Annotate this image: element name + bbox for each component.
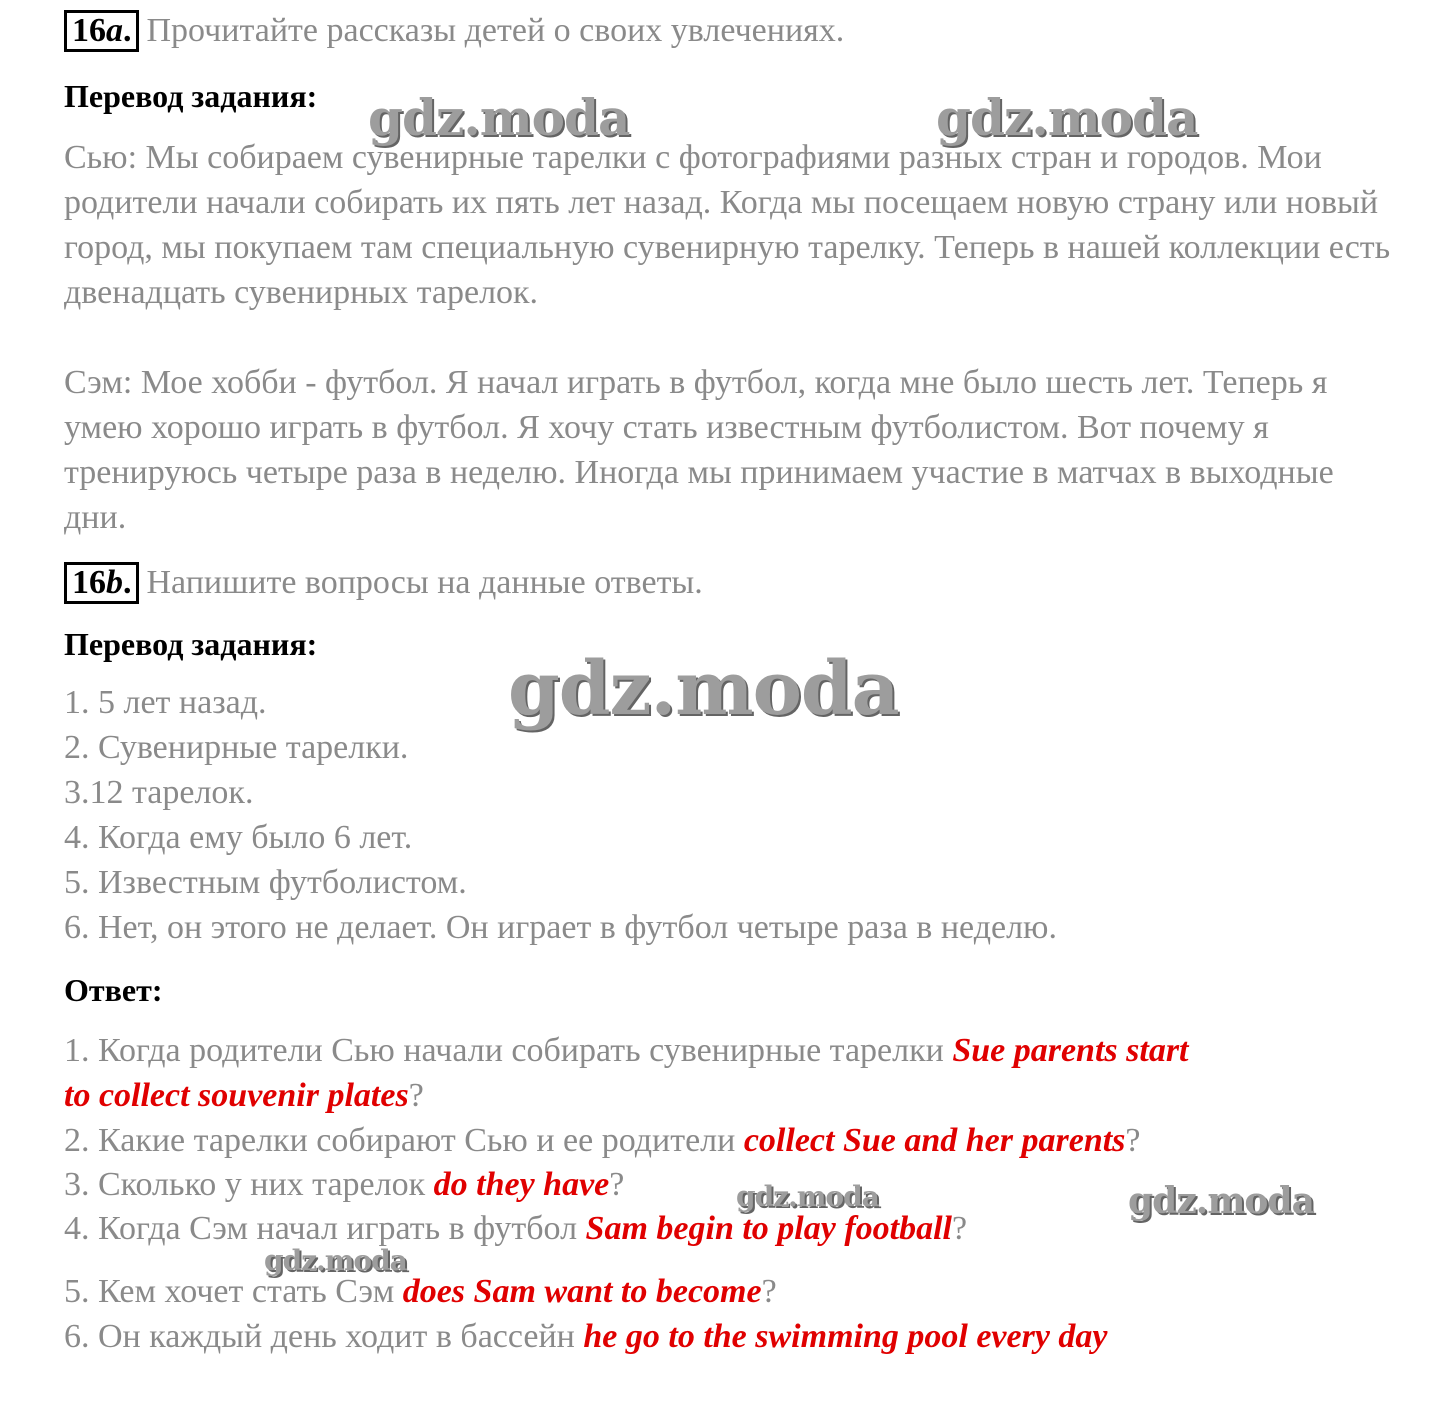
question-en-answer: he go to the swimming pool every day — [583, 1318, 1108, 1355]
question-en-answer: Sue parents start — [952, 1032, 1189, 1069]
question-en-answer: does Sam want to become — [402, 1273, 762, 1310]
given-answer-4: 4. Когда ему было 6 лет. — [64, 819, 413, 856]
exercise-16a-header — [64, 10, 844, 52]
exercise-instruction: Прочитайте рассказы детей о своих увлечениях. — [146, 12, 845, 49]
exercise-dot: . — [123, 564, 132, 601]
question-ru: 3. Сколько у них тарелок — [64, 1166, 434, 1203]
question-3 — [64, 1166, 624, 1204]
question-mark: ? — [952, 1210, 968, 1247]
given-answer-3: 3.12 тарелок. — [64, 774, 254, 811]
translation-heading: Перевод задания: — [64, 626, 318, 662]
question-2 — [64, 1122, 1141, 1160]
watermark-logo: gdz.moda — [736, 1180, 879, 1213]
question-en-answer: Sam begin to play football — [585, 1210, 952, 1247]
question-ru: 1. Когда родители Сью начали собирать сувенирные тарелки — [64, 1032, 953, 1069]
watermark-logo: gdz.moda — [508, 646, 899, 732]
question-4 — [64, 1210, 967, 1248]
exercise-instruction: Напишите вопросы на данные ответы. — [146, 564, 703, 601]
given-answer-6: 6. Нет, он этого не делает. Он играет в футбол четыре раза в неделю. — [64, 909, 1057, 946]
question-5 — [64, 1273, 777, 1311]
exercise-dot: . — [123, 12, 132, 49]
question-mark: ? — [609, 1166, 625, 1203]
question-mark: ? — [1125, 1122, 1141, 1159]
exercise-number: 16 — [72, 564, 106, 601]
given-answer-2: 2. Сувенирные тарелки. — [64, 729, 409, 766]
question-6 — [64, 1318, 1108, 1356]
watermark-logo: gdz.moda — [264, 1244, 407, 1277]
question-ru: 5. Кем хочет стать Сэм — [64, 1273, 403, 1310]
question-en-answer: do they have — [433, 1166, 610, 1203]
given-answer-5: 5. Известным футболистом. — [64, 864, 467, 901]
question-ru: 4. Когда Сэм начал играть в футбол — [64, 1210, 586, 1247]
question-mark: ? — [761, 1273, 777, 1310]
story-sue: Сью: Мы собираем сувенирные тарелки с фотографиями разных стран и городов. Мои родители начали собирать их пять лет назад. Когда мы посещаем новую страну или новый город, мы покупаем там специальную сувенирную тарелку. Теперь в нашей коллекции есть двенадцать сувенирных тарелок. — [64, 139, 1391, 311]
watermark-logo: gdz.moda — [368, 88, 630, 147]
question-en-answer: to collect souvenir plates — [64, 1077, 409, 1114]
exercise-16b-header — [64, 562, 703, 604]
question-1-cont — [64, 1077, 424, 1115]
given-answer-1: 1. 5 лет назад. — [64, 684, 267, 721]
exercise-letter: a — [106, 12, 123, 49]
story-sam: Сэм: Мое хобби - футбол. Я начал играть в футбол, когда мне было шесть лет. Теперь я умею хорошо играть в футбол. Я хочу стать известным футболистом. Вот почему я тренируюсь четыре раза в неделю. Иногда мы принимаем участие в матчах в выходные дни. — [64, 364, 1334, 536]
watermark-logo: gdz.moda — [936, 88, 1198, 147]
translation-heading: Перевод задания: — [64, 78, 318, 114]
exercise-letter: b — [106, 564, 123, 601]
question-ru: 6. Он каждый день ходит в бассейн — [64, 1318, 584, 1355]
exercise-number: 16 — [72, 12, 106, 49]
watermark-logo: gdz.moda — [1128, 1180, 1314, 1222]
question-mark: ? — [408, 1077, 424, 1114]
exercise-number-box — [64, 562, 139, 604]
answer-heading: Ответ: — [64, 972, 163, 1008]
question-en-answer: collect Sue and her parents — [743, 1122, 1126, 1159]
question-ru: 2. Какие тарелки собирают Сью и ее родители — [64, 1122, 744, 1159]
question-1 — [64, 1032, 1189, 1070]
exercise-number-box — [64, 10, 139, 52]
